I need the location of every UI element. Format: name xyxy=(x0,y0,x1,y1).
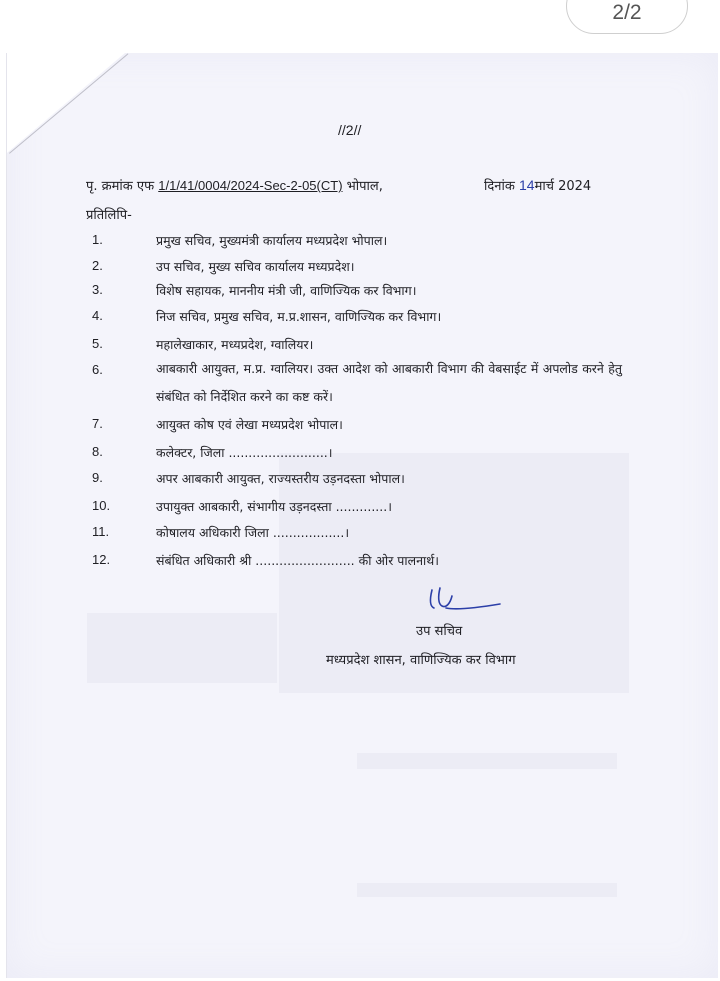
handwritten-signature xyxy=(426,584,502,620)
page-reference: //2// xyxy=(338,122,362,138)
list-item-text: कलेक्टर, जिला .........................। xyxy=(156,445,333,460)
bleed-through-block xyxy=(87,613,277,683)
date-month-year: मार्च 2024 xyxy=(534,179,592,194)
bleed-through-line xyxy=(357,753,617,769)
reference-line xyxy=(86,176,383,194)
list-item-text: निज सचिव, प्रमुख सचिव, म.प्र.शासन, वाणिज्यिक कर विभाग। xyxy=(156,309,442,324)
signatory-department: मध्यप्रदेश शासन, वाणिज्यिक कर विभाग xyxy=(326,653,516,668)
list-item-text: कोषालय अधिकारी जिला ..................। xyxy=(156,525,350,540)
list-item-text: महालेखाकार, मध्यप्रदेश, ग्वालियर। xyxy=(156,337,314,352)
date-line xyxy=(484,176,591,194)
list-item-number: 11. xyxy=(92,524,110,539)
list-item-text: अपर आबकारी आयुक्त, राज्यस्तरीय उड़नदस्ता भोपाल। xyxy=(156,471,405,486)
list-item-text: आबकारी आयुक्त, म.प्र. ग्वालियर। उक्त आदेश को आबकारी विभाग की वेबसाईट में अपलोड करने हेतु संबंधित को निर्देशित करने का कष्ट करें। xyxy=(156,361,622,404)
list-item-number: 9. xyxy=(92,470,103,485)
list-item-number: 8. xyxy=(92,444,103,459)
list-item-number: 10. xyxy=(92,498,111,513)
list-item-number: 6. xyxy=(92,362,103,377)
reference-prefix: पृ. क्रमांक एफ xyxy=(86,179,155,194)
page-indicator-text: 2/2 xyxy=(612,1,642,24)
list-item-text: विशेष सहायक, माननीय मंत्री जी, वाणिज्यिक कर विभाग। xyxy=(156,283,417,298)
copy-heading: प्रतिलिपि- xyxy=(86,208,132,223)
list-item-text: संबंधित अधिकारी श्री ......................... की ओर पालनार्थ। xyxy=(156,553,440,568)
reference-place: भोपाल, xyxy=(346,179,383,194)
reference-number: 1/1/41/0004/2024-Sec-2-05(CT) xyxy=(158,178,343,193)
list-item-number: 2. xyxy=(92,258,103,273)
list-item-text: उप सचिव, मुख्य सचिव कार्यालय मध्यप्रदेश। xyxy=(156,259,355,274)
bleed-through-line xyxy=(357,883,617,897)
date-label: दिनांक xyxy=(484,179,515,194)
list-item-text: प्रमुख सचिव, मुख्यमंत्री कार्यालय मध्यप्रदेश भोपाल। xyxy=(156,233,388,248)
list-item-number: 4. xyxy=(92,308,103,323)
list-item-number: 5. xyxy=(92,336,103,351)
list-item-number: 12. xyxy=(92,552,111,567)
list-item-number: 3. xyxy=(92,282,103,297)
list-item-number: 7. xyxy=(92,416,103,431)
list-item-number: 1. xyxy=(92,232,103,247)
list-item-text: उपायुक्त आबकारी, संभागीय उड़नदस्ता .............। xyxy=(156,499,392,514)
page-indicator xyxy=(566,0,688,34)
date-day-handwritten: 14 xyxy=(518,177,535,193)
list-item-text: आयुक्त कोष एवं लेखा मध्यप्रदेश भोपाल। xyxy=(156,417,343,432)
signatory-title: उप सचिव xyxy=(416,624,463,639)
